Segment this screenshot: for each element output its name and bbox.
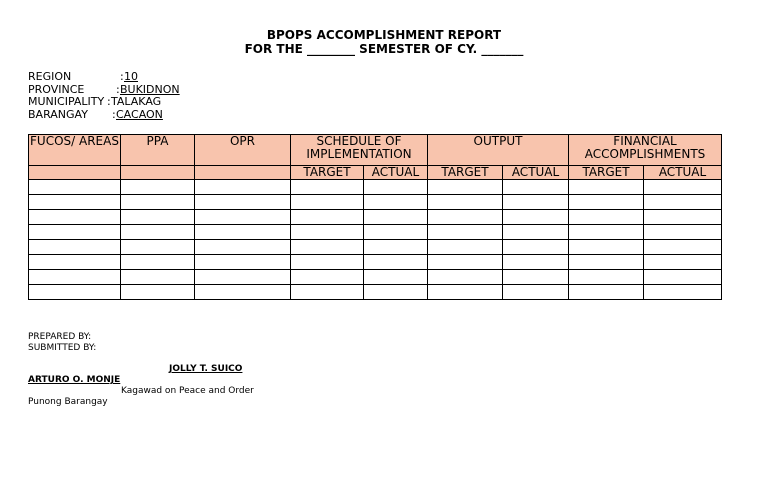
table-cell	[195, 210, 291, 225]
table-cell	[291, 180, 364, 195]
table-cell	[121, 240, 195, 255]
region-value: 10	[124, 70, 138, 83]
table-cell	[503, 255, 569, 270]
table-cell	[503, 225, 569, 240]
table-cell	[291, 225, 364, 240]
table-cell	[428, 270, 503, 285]
barangay-value: CACAON	[116, 108, 163, 121]
table-cell	[644, 195, 722, 210]
header-opr: OPR	[195, 135, 291, 166]
report-title: BPOPS ACCOMPLISHMENT REPORT	[266, 28, 502, 42]
table-cell	[428, 210, 503, 225]
barangay-colon: :	[112, 108, 116, 121]
table-cell	[428, 195, 503, 210]
region-colon: :	[120, 70, 124, 83]
table-cell	[364, 270, 428, 285]
table-cell	[121, 180, 195, 195]
table-cell	[503, 180, 569, 195]
subheader-financial-target: TARGET	[569, 166, 644, 180]
table-cell	[195, 225, 291, 240]
table-cell	[503, 195, 569, 210]
table-cell	[29, 285, 121, 300]
table-cell	[195, 180, 291, 195]
table-cell	[644, 240, 722, 255]
barangay-label: BARANGAY	[28, 108, 88, 121]
table-row	[29, 225, 722, 240]
header-fucos-areas: FUCOS/ AREAS	[29, 135, 121, 166]
table-cell	[291, 195, 364, 210]
table-cell	[569, 240, 644, 255]
table-cell	[364, 225, 428, 240]
table-cell	[195, 240, 291, 255]
table-cell	[291, 255, 364, 270]
table-row	[29, 195, 722, 210]
municipality-label: MUNICIPALITY	[28, 95, 105, 108]
table-cell	[195, 285, 291, 300]
submitter-name: ARTURO O. MONJE	[28, 375, 121, 385]
table-cell	[569, 210, 644, 225]
table-cell	[195, 270, 291, 285]
table-cell	[569, 270, 644, 285]
table-cell	[364, 255, 428, 270]
table-cell	[569, 180, 644, 195]
prepared-by-label: PREPARED BY:	[28, 332, 92, 342]
table-cell	[364, 180, 428, 195]
table-cell	[121, 285, 195, 300]
header-ppa: PPA	[121, 135, 195, 166]
table-cell	[364, 285, 428, 300]
table-row	[29, 210, 722, 225]
table-row	[29, 255, 722, 270]
subheader-blank	[195, 166, 291, 180]
table-cell	[644, 255, 722, 270]
table-cell	[644, 210, 722, 225]
table-cell	[428, 255, 503, 270]
subheader-output-actual: ACTUAL	[503, 166, 569, 180]
header-output: OUTPUT	[428, 135, 569, 166]
subheader-blank	[29, 166, 121, 180]
table-cell	[29, 195, 121, 210]
table-cell	[428, 180, 503, 195]
table-cell	[195, 255, 291, 270]
table-cell	[291, 240, 364, 255]
table-cell	[195, 195, 291, 210]
table-cell	[644, 225, 722, 240]
header-schedule: SCHEDULE OF IMPLEMENTATION	[291, 135, 428, 166]
table-cell	[121, 255, 195, 270]
table-cell	[503, 210, 569, 225]
preparer-title: Kagawad on Peace and Order	[121, 386, 254, 396]
submitted-by-label: SUBMITTED BY:	[28, 343, 97, 353]
header-financial: FINANCIAL ACCOMPLISHMENTS	[569, 135, 722, 166]
table-cell	[121, 210, 195, 225]
subheader-schedule-target: TARGET	[291, 166, 364, 180]
table-cell	[569, 225, 644, 240]
table-body	[29, 180, 722, 300]
preparer-name: JOLLY T. SUICO	[169, 364, 243, 374]
subheader-schedule-actual: ACTUAL	[364, 166, 428, 180]
subheader-blank	[121, 166, 195, 180]
region-label: REGION	[28, 70, 72, 83]
submitter-title: Punong Barangay	[28, 397, 108, 407]
table-cell	[291, 270, 364, 285]
table-cell	[29, 255, 121, 270]
table-row	[29, 180, 722, 195]
table-cell	[503, 240, 569, 255]
table-cell	[29, 180, 121, 195]
municipality-colon: :	[107, 95, 111, 108]
table-row	[29, 240, 722, 255]
table-cell	[644, 270, 722, 285]
accomplishment-table	[28, 134, 722, 300]
table-cell	[121, 225, 195, 240]
table-cell	[428, 225, 503, 240]
table-cell	[644, 285, 722, 300]
table-cell	[29, 210, 121, 225]
table-cell	[121, 270, 195, 285]
table-cell	[503, 270, 569, 285]
table-cell	[503, 285, 569, 300]
table-cell	[291, 210, 364, 225]
table-row	[29, 270, 722, 285]
table-cell	[364, 195, 428, 210]
report-subtitle: FOR THE ________ SEMESTER OF CY. _______	[244, 42, 524, 56]
province-value: BUKIDNON	[120, 83, 180, 96]
table-cell	[569, 255, 644, 270]
table-cell	[569, 285, 644, 300]
table-cell	[121, 195, 195, 210]
table-cell	[29, 225, 121, 240]
table-cell	[29, 240, 121, 255]
table-cell	[291, 285, 364, 300]
table-cell	[364, 210, 428, 225]
municipality-value: TALAKAG	[111, 95, 162, 108]
province-label: PROVINCE	[28, 83, 85, 96]
table-cell	[569, 195, 644, 210]
province-colon: :	[116, 83, 120, 96]
subheader-output-target: TARGET	[428, 166, 503, 180]
table-cell	[644, 180, 722, 195]
table-cell	[428, 240, 503, 255]
subheader-financial-actual: ACTUAL	[644, 166, 722, 180]
table-cell	[29, 270, 121, 285]
table-cell	[428, 285, 503, 300]
table-row	[29, 285, 722, 300]
table-cell	[364, 240, 428, 255]
